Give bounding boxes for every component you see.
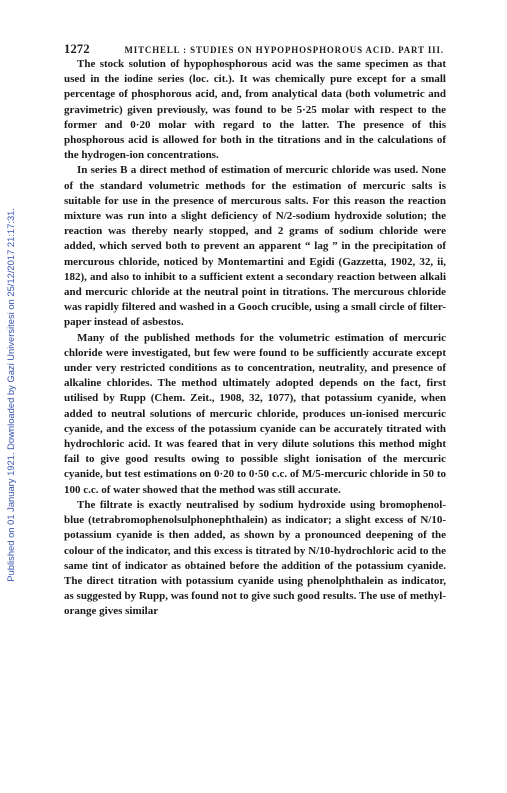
- paragraph: The stock solution of hypophosphorous acid was the same specimen as that used in the iodine series (loc. cit.). It was chemically pure except for a small percentage of phosphorous acid, and, from analytical data (both volumetric and gravimetric) given previously, was found to be 5·25 molar with respect to the former and 0·20 molar with regard to the latter. The presence of this phosphorous acid is allowed for both in the titrations and in the calculations of the hydrogen-ion concentrations.: [64, 58, 446, 162]
- running-header: [64, 42, 444, 57]
- download-watermark-text: Published on 01 January 1921. Downloaded by Gazi Universitesi on 25/12/2017 21:17:31.: [4, 208, 16, 582]
- paragraph: The filtrate is exactly neutralised by sodium hydroxide using bromophenol-blue (tetrabromophenolsulphonephthalein) as indicator; a slight excess of N/10-potassium cyanide is then added, as shown by a pronounced deepening of the colour of the indicator, and this excess is titrated by N/10-hydrochloric acid to the same tint of indicator as obtained before the addition of the potassium cyanide. The direct titration with potassium cyanide using phenolphthalein as indicator, as suggested by Rupp, was found not to give such good results. The use of methyl-orange gives similar: [64, 498, 446, 618]
- running-title: MITCHELL : STUDIES ON HYPOPHOSPHOROUS ACID. PART III.: [124, 45, 444, 55]
- page-number: 1272: [64, 42, 90, 56]
- download-watermark: [4, 160, 16, 630]
- article-body: [64, 57, 446, 620]
- paragraph: In series B a direct method of estimation of mercuric chloride was used. None of the standard volumetric methods for the estimation of mercuric salts is suitable for use in the presence of mercurous salts. For this reason the reaction mixture was run into a slight deficiency of N/2-sodium hydroxide solution; the reaction was thereby nearly stopped, and 2 grams of sodium chloride were added, which served both to prevent an apparent “ lag ” in the precipitation of mercurous chloride, noticed by Montemartini and Egidi (Gazzetta, 1902, 32, ii, 182), and also to inhibit to a sufficient extent a secondary reaction between alkali and mercuric chloride at the neutral point in titrations. The mercurous chloride was rapidly filtered and washed in a Gooch crucible, using a small circle of filter-paper instead of asbestos.: [64, 164, 446, 329]
- paragraph: Many of the published methods for the volumetric estimation of mercuric chloride were investigated, but few were found to be sufficiently accurate except under very restricted conditions as to concentration, neutrality, and presence of alkaline chlorides. The method ultimately adopted depends on the fact, first utilised by Rupp (Chem. Zeit., 1908, 32, 1077), that potassium cyanide, when added to neutral solutions of mercuric chloride, produces un-ionised mercuric cyanide, and the excess of the potassium cyanide can be accurately titrated with hydrochloric acid. It was feared that in very dilute solutions this method might fail to give good results owing to possible slight ionisation of the mercuric cyanide, but test estimations on 0·20 to 0·50 c.c. of M/5-mercuric chloride in 50 to 100 c.c. of water showed that the method was still accurate.: [64, 331, 446, 496]
